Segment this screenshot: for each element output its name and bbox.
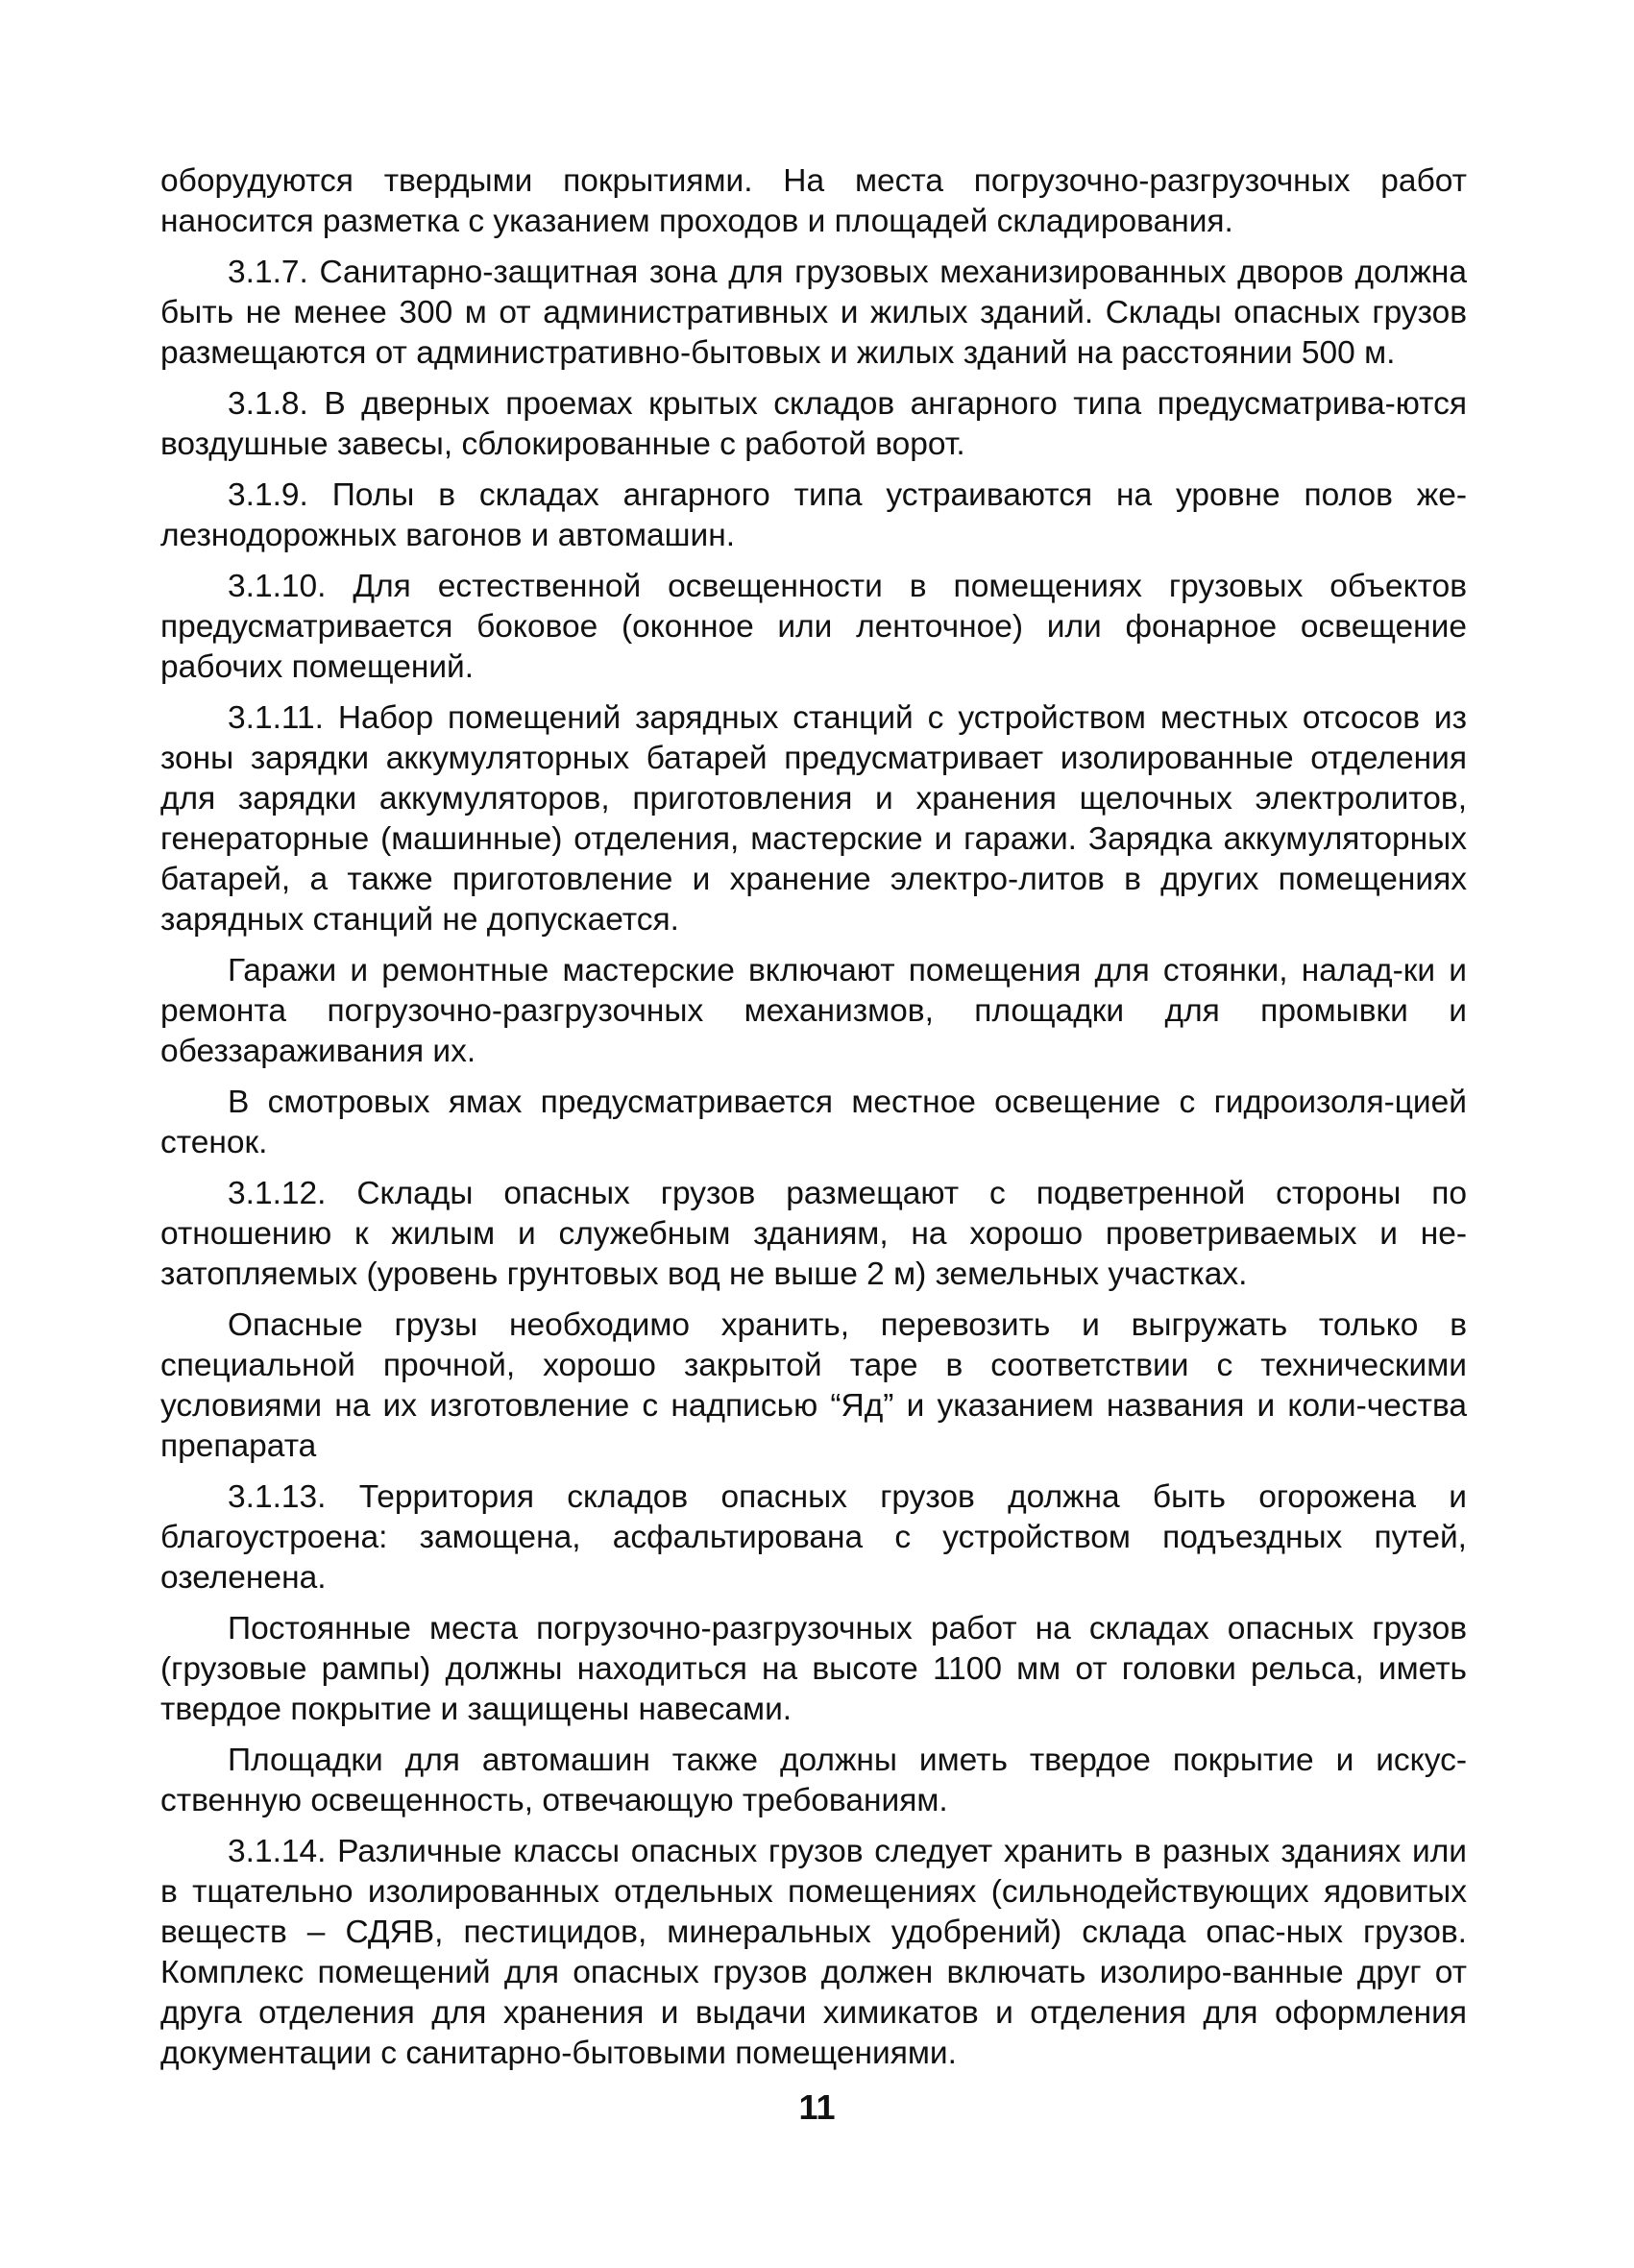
page-number: 11	[798, 2087, 836, 2127]
paragraph-garages: Гаражи и ремонтные мастерские включают помещения для стоянки, налад-ки и ремонта погрузочно-разгрузочных механизмов, площадки для промывки и обеззараживания их.	[160, 953, 1467, 1069]
paragraph-3-1-10: 3.1.10. Для естественной освещенности в помещениях грузовых объектов предусматривается боковое (оконное или ленточное) или фонарное освещение рабочих помещений.	[160, 569, 1467, 685]
paragraph-3-1-8: 3.1.8. В дверных проемах крытых складов ангарного типа предусматрива-ются воздушные завесы, сблокированные с работой ворот.	[160, 386, 1467, 462]
paragraph-3-1-7: 3.1.7. Санитарно-защитная зона для грузовых механизированных дворов должна быть не менее 300 м от административных и жилых зданий. Склады опасных грузов размещаются от административно-бытовых и жилых зданий на расстоянии 500 м.	[160, 255, 1467, 371]
paragraph-3-1-9: 3.1.9. Полы в складах ангарного типа устраиваются на уровне полов же-лезнодорожных вагонов и автомашин.	[160, 477, 1467, 553]
paragraph-3-1-13: 3.1.13. Территория складов опасных грузов должна быть огорожена и благоустроена: замощена, асфальтирована с устройством подъездных путей, озеленена.	[160, 1479, 1467, 1596]
paragraph-dangerous-goods-storage: Опасные грузы необходимо хранить, перевозить и выгружать только в специальной прочной, хорошо закрытой таре в соответствии с техническими условиями на их изготовление с надписью “Яд” и указанием названия и коли-чества препарата	[160, 1307, 1467, 1464]
paragraph-3-1-14: 3.1.14. Различные классы опасных грузов следует хранить в разных зданиях или в тщательно изолированных отдельных помещениях (сильнодействующих ядовитых веществ – СДЯВ, пестицидов, минеральных удобрений) склада опас-ных грузов. Комплекс помещений для опасных грузов должен включать изолиро-ванные друг от друга отделения для хранения и выдачи химикатов и отделения для оформления документации с санитарно-бытовыми помещениями.	[160, 1834, 1467, 2071]
paragraph-vehicle-areas: Площадки для автомашин также должны иметь твердое покрытие и искус-ственную освещенность, отвечающую требованиям.	[160, 1743, 1467, 1818]
paragraph-3-1-11: 3.1.11. Набор помещений зарядных станций с устройством местных отсосов из зоны зарядки аккумуляторных батарей предусматривает изолированные отделения для зарядки аккумуляторов, приготовления и хранения щелочных электролитов, генераторные (машинные) отделения, мастерские и гаражи. Зарядка аккумуляторных батарей, а также приготовление и хранение электро-литов в других помещениях зарядных станций не допускается.	[160, 700, 1467, 938]
document-body	[160, 161, 1467, 2074]
paragraph-loading-ramps: Постоянные места погрузочно-разгрузочных работ на складах опасных грузов (грузовые рампы) должны находиться на высоте 1100 мм от головки рельса, иметь твердое покрытие и защищены навесами.	[160, 1611, 1467, 1727]
paragraph-continuation: оборудуются твердыми покрытиями. На места погрузочно-разгрузочных работ наносится разметка с указанием проходов и площадей складирования.	[160, 163, 1467, 239]
paragraph-3-1-12: 3.1.12. Склады опасных грузов размещают с подветренной стороны по отношению к жилым и служебным зданиям, на хорошо проветриваемых и не-затопляемых (уровень грунтовых вод не выше 2 м) земельных участках.	[160, 1176, 1467, 1292]
paragraph-inspection-pits: В смотровых ямах предусматривается местное освещение с гидроизоля-цией стенок.	[160, 1085, 1467, 1160]
